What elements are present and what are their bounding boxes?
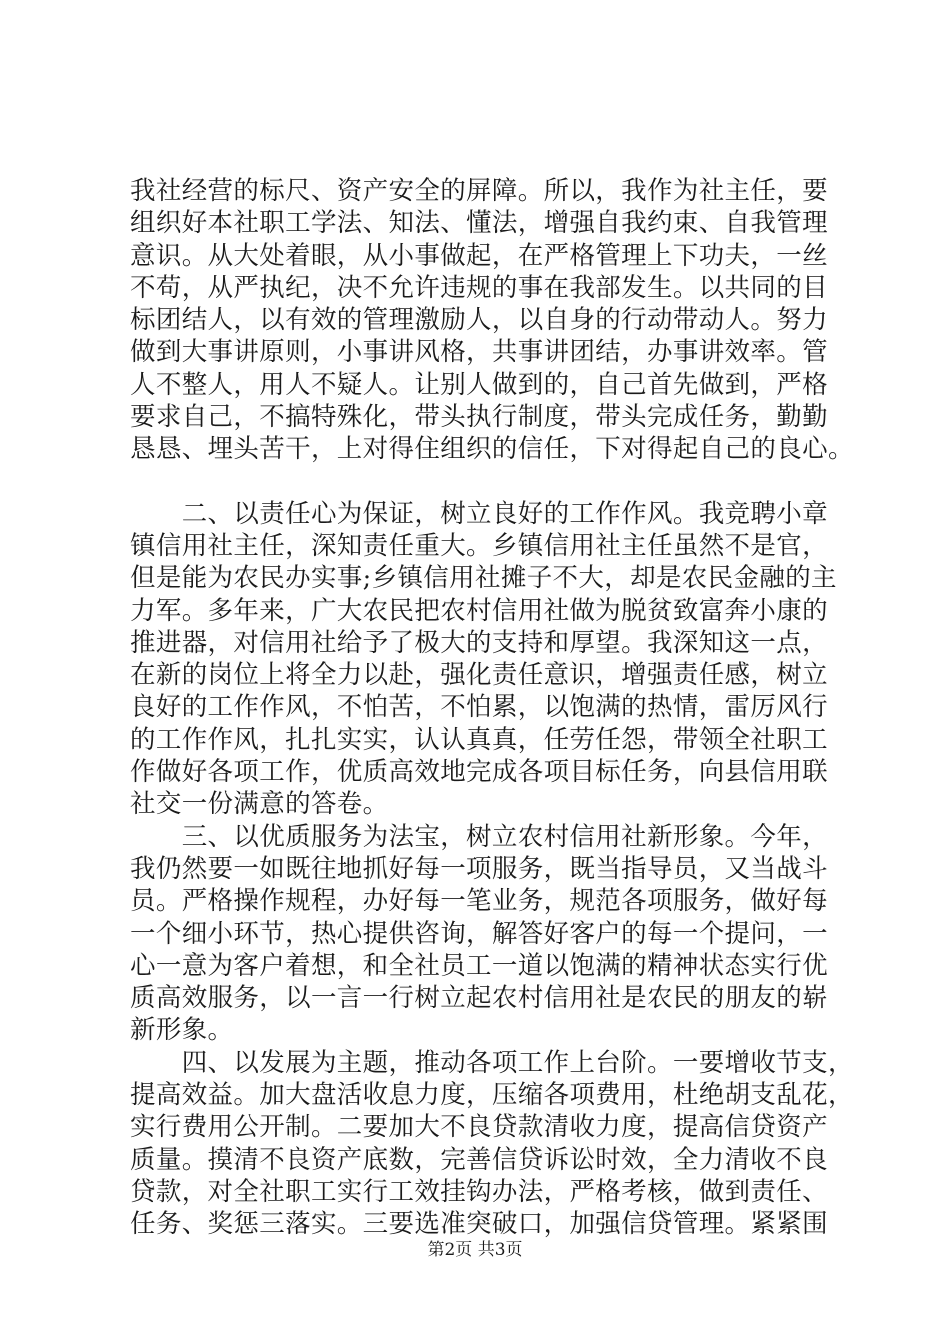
paragraph-block-1	[130, 175, 854, 466]
text-line: 新形象。	[130, 1015, 234, 1046]
page-footer: 第2页 共3页	[427, 1240, 523, 1260]
paragraph-gap	[130, 466, 850, 498]
text-line: 质量。摸清不良资产底数，完善信贷诉讼时效，全力清收不良	[130, 1144, 828, 1175]
text-line: 做到大事讲原则，小事讲风格，共事讲团结，办事讲效率。管	[130, 337, 828, 368]
text-line: 我仍然要一如既往地抓好每一项服务，既当指导员，又当战斗	[130, 853, 828, 884]
text-line: 一个细小环节，热心提供咨询，解答好客户的每一个提问，一	[130, 918, 828, 949]
text-line: 实行费用公开制。二要加大不良贷款清收力度，提高信贷资产	[130, 1112, 828, 1143]
text-line: 标团结人，以有效的管理激励人，以自身的行动带动人。努力	[130, 305, 828, 336]
text-line: 任务、奖惩三落实。三要选准突破口，加强信贷管理。紧紧围	[130, 1209, 828, 1240]
text-line: 不苟，从严执纪，决不允许违规的事在我部发生。以共同的目	[130, 272, 828, 303]
text-line: 心一意为客户着想，和全社员工一道以饱满的精神状态实行优	[130, 950, 828, 981]
text-line: 贷款，对全社职工实行工效挂钩办法，严格考核，做到责任、	[130, 1176, 828, 1207]
paragraph-block-2	[130, 498, 854, 1241]
text-line: 作做好各项工作，优质高效地完成各项目标任务，向县信用联	[130, 757, 828, 788]
text-line: 镇信用社主任，深知责任重大。乡镇信用社主任虽然不是官，	[130, 530, 828, 561]
text-line: 意识。从大处着眼，从小事做起，在严格管理上下功夫，一丝	[130, 240, 828, 271]
text-line: 我社经营的标尺、资产安全的屏障。所以，我作为社主任，要	[130, 176, 828, 206]
text-line: 员。严格操作规程，办好每一笔业务，规范各项服务，做好每	[130, 886, 828, 917]
text-line: 要求自己，不搞特殊化，带头执行制度，带头完成任务，勤勤	[130, 402, 828, 433]
text-line: 但是能为农民办实事;乡镇信用社摊子不大，却是农民金融的主	[130, 563, 837, 594]
text-line: 恳恳、埋头苦干，上对得住组织的信任，下对得起自己的良心。	[130, 434, 854, 465]
text-line: 质高效服务，以一言一行树立起农村信用社是农民的朋友的崭	[130, 983, 828, 1014]
text-line: 四、以发展为主题，推动各项工作上台阶。一要增收节支，	[130, 1047, 854, 1078]
text-line: 力军。多年来，广大农民把农村信用社做为脱贫致富奔小康的	[130, 595, 828, 626]
text-line: 的工作作风，扎扎实实，认认真真，任劳任怨，带领全社职工	[130, 724, 828, 755]
text-line: 推进器，对信用社给予了极大的支持和厚望。我深知这一点，	[130, 627, 828, 658]
text-line: 二、以责任心为保证，树立良好的工作作风。我竞聘小章	[130, 498, 828, 529]
text-line: 在新的岗位上将全力以赴，强化责任意识，增强责任感，树立	[130, 660, 828, 691]
text-line: 三、以优质服务为法宝，树立农村信用社新形象。今年，	[130, 821, 828, 852]
text-line: 良好的工作作风，不怕苦，不怕累，以饱满的热情，雷厉风行	[130, 692, 828, 723]
text-line: 组织好本社职工学法、知法、懂法，增强自我约束、自我管理	[130, 208, 828, 239]
text-line: 人不整人，用人不疑人。让别人做到的，自己首先做到，严格	[130, 369, 828, 400]
text-line: 提高效益。加大盘活收息力度，压缩各项费用，杜绝胡支乱花，	[130, 1080, 854, 1111]
body-text	[130, 175, 854, 1241]
text-line: 社交一份满意的答卷。	[130, 789, 389, 820]
